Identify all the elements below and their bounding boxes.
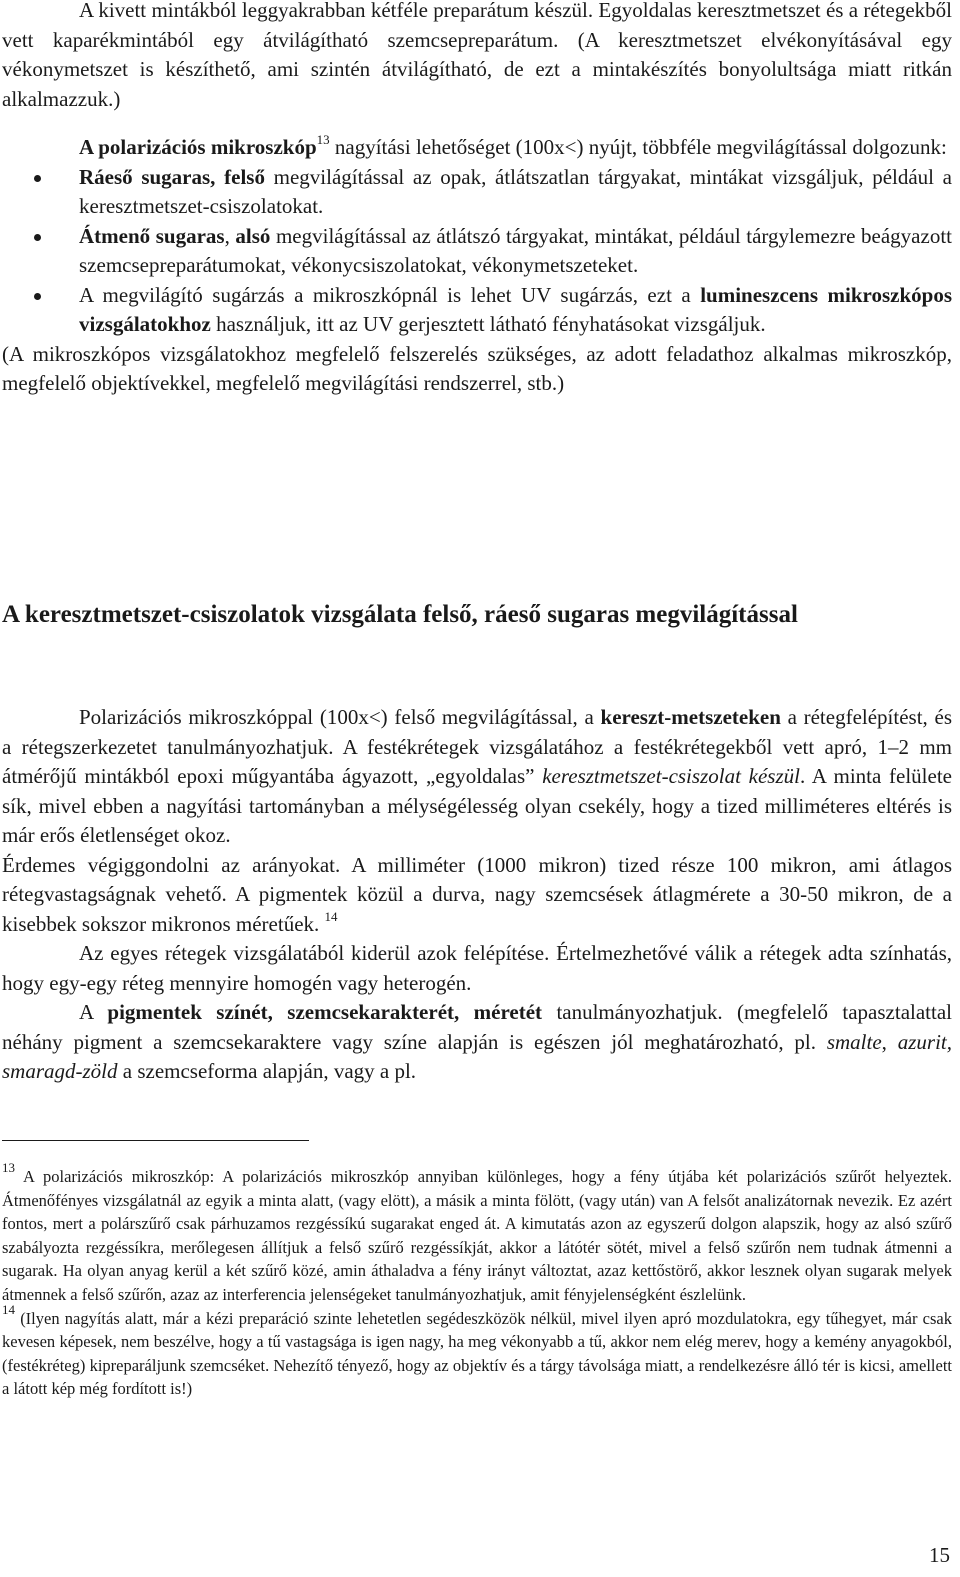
bullet-item-transmitted <box>2 222 952 281</box>
footnote-separator <box>2 1140 309 1141</box>
italic-term: azurit, <box>897 1029 952 1054</box>
bullet-dot-icon <box>34 175 41 182</box>
bullet-bold: Ráeső sugaras, <box>79 164 216 189</box>
equipment-note: (A mikroszkópos vizsgálatokhoz megfelelő felszerelés szükséges, az adott feladathoz alkalmas mikroszkóp, megfelelő objektívekkel, megfelelő megvilágítási rendszerrel, stb.) <box>2 341 952 395</box>
text-run: . A minta felülete sík, mivel ebben a nagyítási tartományban a mélységélesség olyan csekély, hogy a tized milliméteres eltérés is már erős életlenséget okoz. <box>2 764 952 847</box>
bullet-text: megvilágítással az opak, átlátszatlan tárgyakat, mintákat vizsgáljuk, például a keresztmetszet-csiszolatokat. <box>79 164 952 218</box>
italic-term: smalte <box>826 1029 882 1054</box>
section-paragraph-1 <box>2 703 952 851</box>
microscope-term: A polarizációs mikroszkóp <box>79 135 317 159</box>
bullet-bold: lumineszcens mikroszkópos vizsgálatokhoz <box>79 282 952 336</box>
bullet-comma: , <box>224 223 230 248</box>
page-number: 15 <box>929 1543 950 1567</box>
bullet-bold: alsó <box>235 223 271 248</box>
section-paragraph-2 <box>2 851 952 940</box>
footnotes <box>2 1160 952 1401</box>
bold-term: pigmentek színét, szemcsekarakterét, méretét <box>107 1000 543 1024</box>
footnote-number: 14 <box>2 1301 15 1317</box>
footnote-number: 13 <box>2 1160 15 1175</box>
footnote-14 <box>2 1301 952 1401</box>
microscope-paragraph <box>2 133 952 163</box>
text-run: Érdemes végiggondolni az arányokat. A milliméter (1000 mikron) tized része 100 mikron, ami átlagos rétegvastagságnak vehető. A pigmentek közül a durva, nagy szemcsések átlagmérete a 30-50 mikron, de a kisebbek sokszor mikronos méretűek. <box>2 852 952 936</box>
microscope-text: nagyítási lehetőséget (100x<) nyújt, többféle megvilágítással dolgozunk: <box>329 135 947 159</box>
bullet-text: használjuk, itt az UV gerjesztett látható fényhatásokat vizsgáljuk. <box>210 312 766 336</box>
intro-block <box>2 0 952 399</box>
bullet-dot-icon <box>34 234 41 241</box>
text-run: Polarizációs mikroszkóppal (100x<) felső megvilágítással, a <box>79 705 601 729</box>
bullet-bold: Átmenő sugaras <box>79 223 225 248</box>
section-heading: A keresztmetszet-csiszolatok vizsgálata felső, ráeső sugaras megvilágítással <box>2 601 798 628</box>
text-run: A <box>79 1000 108 1024</box>
intro-paragraph: A kivett mintákból leggyakrabban kétféle preparátum készül. Egyoldalas keresztmetszet és a rétegekből vett kaparékmintából egy átvilágítható szemcsepreparátum. (A keresztmetszet elvékonyításával egy vékonymetszet is készíthető, ami szintén átvilágítható, de ezt a mintakészítés bonyolultsága miatt ritkán alkalmazzuk.) <box>2 0 952 111</box>
bullet-bold: felső <box>224 164 265 189</box>
bullet-item-reflected <box>2 163 952 222</box>
bullet-text: A megvilágító sugárzás a mikroszkópnál is lehet UV sugárzás, ezt a <box>79 282 701 307</box>
footnote-ref-14[interactable]: 14 <box>324 908 338 924</box>
bold-term: kereszt-metszeteken <box>600 705 781 729</box>
section-body <box>2 703 952 1087</box>
footnote-13 <box>2 1160 952 1307</box>
footnote-text: (Ilyen nagyítás alatt, már a kézi preparáció szinte lehetetlen segédeszközök nélkül, mivel ilyen apró mozdulatokra, egy tűhegyet, már csak kevesen képesek, nem beszélve, hogy a tű vastagsága is igen nagy, ha meg vékonyabb a tű, akkor nem elég merev, hogy a kemény anyagokból, (festékréteg) kipreparáljunk szemcséket. Nehezítő tényező, hogy az objektív és a tárgy távolsága miatt, a rendelkezésre álló tér is kicsi, amellett a látott kép még fordított is!) <box>2 1308 952 1399</box>
section-paragraph-3: Az egyes rétegek vizsgálatából kiderül azok felépítése. Értelmezhetővé válik a rétegek adta színhatás, hogy egy-egy réteg mennyire homogén vagy heterogén. <box>2 941 952 995</box>
footnote-ref-13[interactable]: 13 <box>316 132 330 147</box>
bullet-dot-icon <box>34 293 41 300</box>
bullet-text: megvilágítással az átlátszó tárgyakat, mintákat, például tárgylemezre beágyazott szemcsepreparátumokat, vékonycsiszolatokat, vékonymetszeteket. <box>79 223 952 277</box>
text-run: tanulmányozhatjuk. (megfelelő tapasztalattal néhány pigment a szemcsekaraktere vagy színe alapján is egészen jól meghatározható, pl. <box>2 1000 952 1054</box>
text-run: a szemcseforma alapján, vagy a pl. <box>117 1059 417 1083</box>
footnote-text: A polarizációs mikroszkóp: A polarizációs mikroszkóp annyiban különleges, hogy a fény útjába két polarizációs szűrőt helyeztek. Átmenőfényes vizsgálatnál az egyik a minta alatt, (vagy elött), a másik a minta fölött, (vagy után) van A felsőt analizátornak nevezik. Ez azért fontos, mert a polárszűrő csak párhuzamos rezgéssíkú sugarakat enged át. A kimutatás azon az egyszerű dolgon alapszik, hogy az alsó szűrő szabályozta rezgéssíkra, merőlegesen állítjuk a felső szűrő rezgéssíkját, akkor a látótér sötét, mivel a felső szűrőn nem tudnak átmenni a sugarak. Ha olyan anyag kerül a két szűrő közé, amin áthaladva a fény irányt változtat, azaz kettőstörő, akkor lesznek olyan sugarak melyek átmennek a felső szűrőn, azaz az interferencia jelenségeket tanulmányozhatjuk, amit fényjelenségként észlelünk. <box>2 1167 952 1304</box>
italic-term: smaragd-zöld <box>2 1059 118 1083</box>
section-paragraph-4 <box>2 998 952 1087</box>
text-run: , <box>881 1029 898 1054</box>
italic-term: keresztmetszet-csiszolat készül <box>542 764 800 788</box>
text-run: a rétegfelépítést, és a rétegszerkezetet tanulmányozhatjuk. A festékrétegek vizsgálatához a festékrétegekből vett apró, 1–2 mm átmérőjű mintákból epoxi műgyantába ágyazott, „egyoldalas” <box>2 705 952 788</box>
bullet-item-uv <box>2 281 952 340</box>
